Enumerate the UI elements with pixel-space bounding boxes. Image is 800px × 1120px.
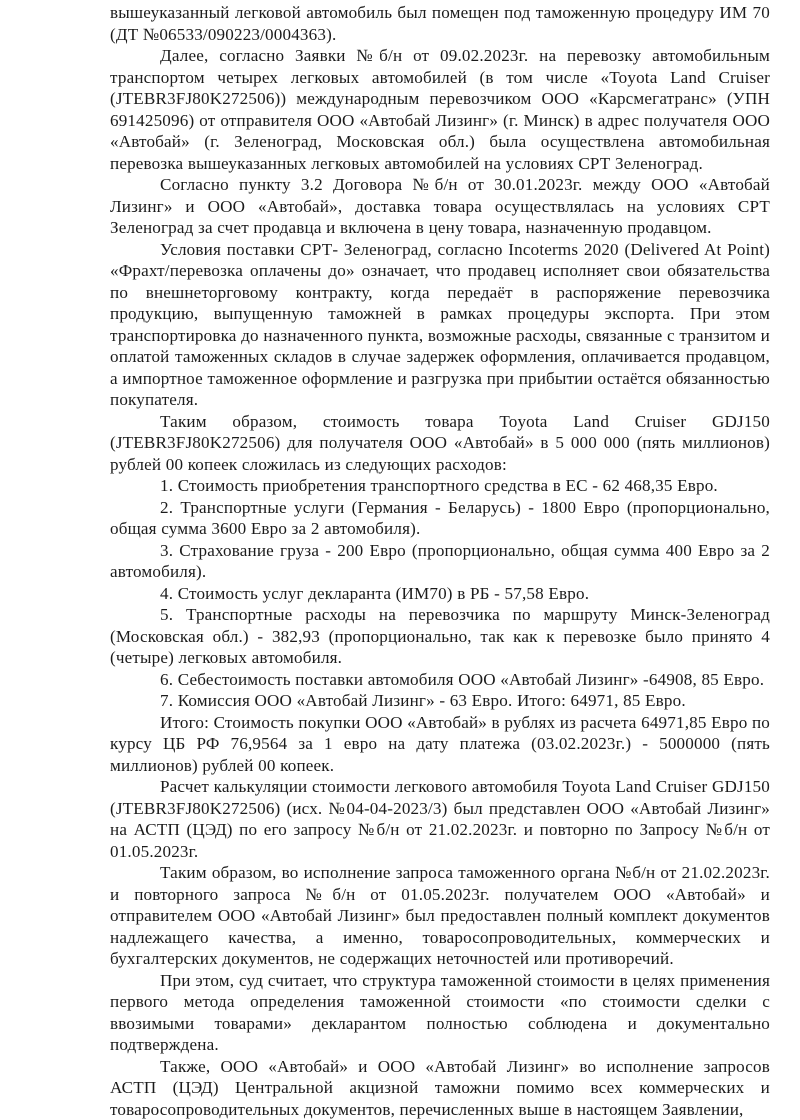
paragraph: Таким образом, во исполнение запроса таможенного органа №б/н от 21.02.2023г. и повторного запроса №б/н от 01.05.2023г. получателем ООО «Автобай» и отправителем ООО «Автобай Лизинг» был предоставлен полный комплект документов надлежащего качества, а именно, товаросопроводительных, коммерческих и бухгалтерских документов, не содержащих неточностей или противоречий. [110, 862, 770, 970]
cost-item: 3. Страхование груза - 200 Евро (пропорционально, общая сумма 400 Евро за 2 автомобиля). [110, 540, 770, 583]
paragraph: Далее, согласно Заявки №б/н от 09.02.2023г. на перевозку автомобильным транспортом четырех легковых автомобилей (в том числе «Toyota Land Cruiser (JTEBR3FJ80K272506)) международным перевозчиком ООО «Карсмегатранс» (УПН 691425096) от отправителя ООО «Автобай Лизинг» (г. Минск) в адрес получателя ООО «Автобай» (г. Зеленоград, Московская обл.) была осуществлена автомобильная перевозка вышеуказанных легковых автомобилей на условиях СРТ Зеленоград. [110, 45, 770, 174]
paragraph: Таким образом, стоимость товара Toyota Land Cruiser GDJ150 (JTEBR3FJ80K272506) для получателя ООО «Автобай» в 5 000 000 (пять миллионов) рублей 00 копеек сложилась из следующих расходов: [110, 411, 770, 476]
cost-item: 7. Комиссия ООО «Автобай Лизинг» - 63 Евро. Итого: 64971, 85 Евро. [110, 690, 770, 712]
cost-item: 1. Стоимость приобретения транспортного средства в ЕС - 62 468,35 Евро. [110, 475, 770, 497]
paragraph: Условия поставки СРТ- Зеленоград, согласно Incoterms 2020 (Delivered At Point) «Фрахт/перевозка оплачены до» означает, что продавец исполняет свои обязательства по внешнеторговому контракту, когда передаёт в распоряжение перевозчика продукцию, выпущенную таможней в рамках процедуры экспорта. При этом транспортировка до назначенного пункта, возможные расходы, связанные с транзитом и оплатой таможенных складов в случае задержек оформления, оплачивается продавцом, а импортное таможенное оформление и разгрузка при прибытии остаётся обязанностью покупателя. [110, 239, 770, 411]
document-text-body [110, 0, 770, 1120]
paragraph: Итого: Стоимость покупки ООО «Автобай» в рублях из расчета 64971,85 Евро по курсу ЦБ РФ 76,9564 за 1 евро на дату платежа (03.02.2023г.) - 5000000 (пять миллионов) рублей 00 копеек. [110, 712, 770, 777]
cost-item: 2. Транспортные услуги (Германия - Беларусь) - 1800 Евро (пропорционально, общая сумма 3600 Евро за 2 автомобиля). [110, 497, 770, 540]
cost-item: 5. Транспортные расходы на перевозчика по маршруту Минск-Зеленоград (Московская обл.) - 382,93 (пропорционально, так как к перевозке было принято 4 (четыре) легковых автомобиля. [110, 604, 770, 669]
paragraph: При этом, суд считает, что структура таможенной стоимости в целях применения первого метода определения таможенной стоимости «по стоимости сделки с ввозимыми товарами» декларантом полностью соблюдена и документально подтверждена. [110, 970, 770, 1056]
paragraph: Расчет калькуляции стоимости легкового автомобиля Toyota Land Cruiser GDJ150 (JTEBR3FJ80K272506) (исх. №04-04-2023/3) был представлен ООО «Автобай Лизинг» на АСТП (ЦЭД) по его запросу №б/н от 21.02.2023г. и повторно по Запросу №б/н от 01.05.2023г. [110, 776, 770, 862]
cost-item: 4. Стоимость услуг декларанта (ИМ70) в РБ - 57,58 Евро. [110, 583, 770, 605]
paragraph: вышеуказанный легковой автомобиль был помещен под таможенную процедуру ИМ 70 (ДТ №06533/090223/0004363). [110, 2, 770, 45]
paragraph: Согласно пункту 3.2 Договора №б/н от 30.01.2023г. между ООО «Автобай Лизинг» и ООО «Автобай», доставка товара осуществлялась на условиях СРТ Зеленоград за счет продавца и включена в цену товара, назначенную продавцом. [110, 174, 770, 239]
cost-item: 6. Себестоимость поставки автомобиля ООО «Автобай Лизинг» -64908, 85 Евро. [110, 669, 770, 691]
paragraph: Также, ООО «Автобай» и ООО «Автобай Лизинг» во исполнение запросов АСТП (ЦЭД) Центральной акцизной таможни помимо всех коммерческих и товаросопроводительных документов, перечисленных выше в настоящем Заявлении, [110, 1056, 770, 1120]
